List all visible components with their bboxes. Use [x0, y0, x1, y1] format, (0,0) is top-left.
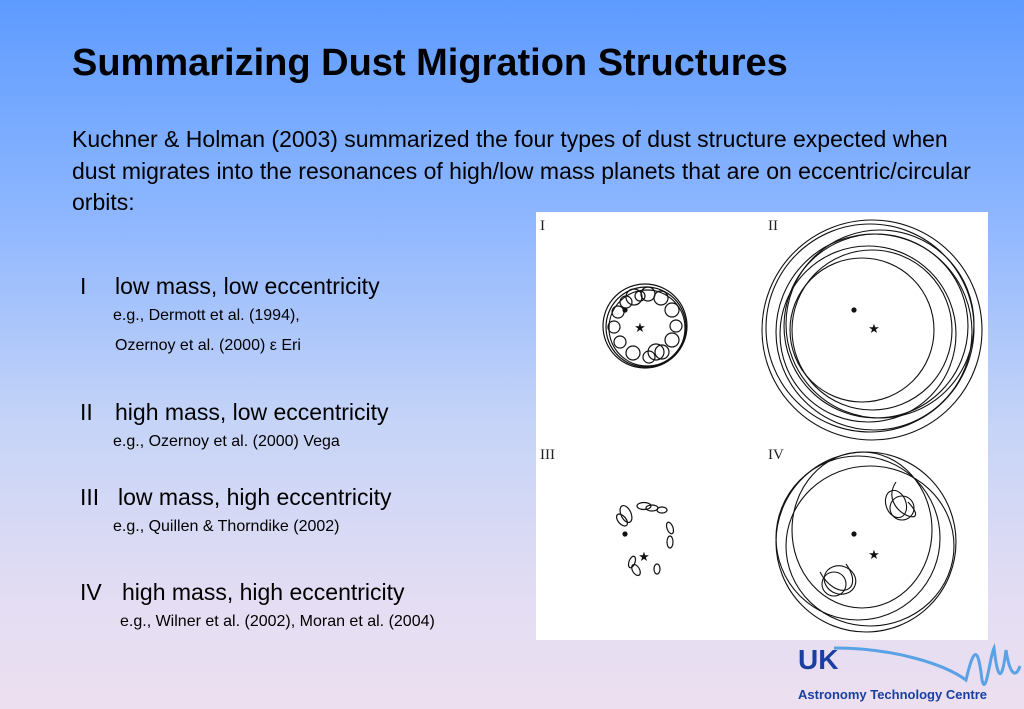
panel-2-planet	[851, 307, 856, 312]
panel-label-3: III	[540, 447, 555, 463]
panel-3-star: ★	[638, 549, 650, 564]
item-type-2-heading	[80, 397, 389, 427]
panel-label-4: IV	[768, 447, 784, 463]
logo-name: UK	[798, 644, 839, 675]
slide-title: Summarizing Dust Migration Structures	[72, 42, 788, 84]
item-type-2	[80, 397, 389, 457]
item-type-3-label: low mass, high eccentricity	[118, 484, 392, 510]
item-type-4	[80, 577, 435, 637]
item-type-4-ref-1: e.g., Wilner et al. (2002), Moran et al. (2004)	[120, 613, 435, 630]
atc-logo	[794, 636, 1022, 706]
item-type-1-ref-1: e.g., Dermott et al. (1994),	[113, 307, 300, 324]
dust-structure-figure	[536, 212, 988, 640]
dust-structure-diagram	[536, 212, 988, 640]
item-type-3	[80, 482, 392, 542]
item-type-1	[80, 271, 380, 361]
item-type-1-heading	[80, 271, 380, 301]
panel-3-loops	[614, 503, 674, 577]
panel-label-2: II	[768, 218, 778, 234]
panel-2-star: ★	[868, 321, 880, 336]
item-type-4-number: IV	[80, 579, 102, 605]
item-type-1-number: I	[80, 273, 87, 299]
panel-1-star: ★	[634, 320, 646, 335]
item-type-2-number: II	[80, 399, 93, 425]
item-type-4-heading	[80, 577, 435, 607]
item-type-1-label: low mass, low eccentricity	[115, 273, 380, 299]
item-type-1-ref-2: Ozernoy et al. (2000) ε Eri	[115, 337, 301, 354]
item-type-4-label: high mass, high eccentricity	[122, 579, 405, 605]
panel-label-1: I	[540, 218, 545, 234]
logo-subtitle: Astronomy Technology Centre	[798, 687, 988, 702]
item-type-3-heading	[80, 482, 392, 512]
panel-4-rings	[776, 452, 956, 632]
item-type-3-ref-1: e.g., Quillen & Thorndike (2002)	[113, 518, 340, 535]
item-type-2-ref-1: e.g., Ozernoy et al. (2000) Vega	[113, 433, 340, 450]
panel-1-planet	[622, 307, 627, 312]
item-type-3-number: III	[80, 484, 100, 510]
panel-4-planet	[851, 531, 856, 536]
item-type-2-label: high mass, low eccentricity	[115, 399, 389, 425]
panel-3-planet	[622, 531, 627, 536]
intro-text: Kuchner & Holman (2003) summarized the four types of dust structure expected when dust migrates into the resonances of high/low mass planets that are on eccentric/circular orbits:	[72, 126, 971, 215]
panel-4-star: ★	[868, 547, 880, 562]
